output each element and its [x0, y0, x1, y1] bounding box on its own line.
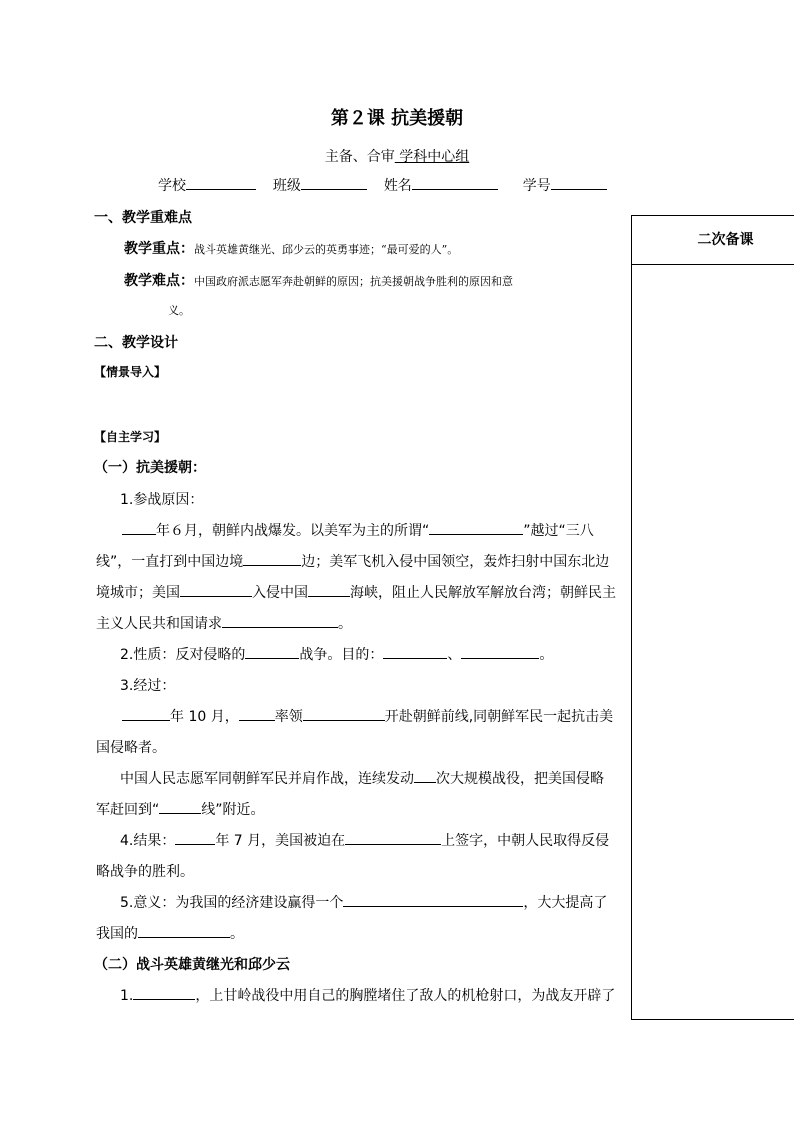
process-line-4 [96, 799, 265, 819]
significance-line-1 [120, 892, 607, 912]
hero-text-b: ，上甘岭战役中用自己的胸膛堵住了敌人的机枪射口，为战友开辟了 [195, 988, 616, 1004]
process-text-1a: 年 10 月， [170, 709, 239, 725]
reason-text-4a: 主义人民共和国请求 [96, 616, 222, 632]
nature-line [120, 644, 553, 664]
reason-text-1b: ”越过“三八 [523, 523, 594, 539]
second-prep-box [631, 215, 794, 1020]
self-study: 【自主学习】 [94, 430, 167, 444]
hero-text-a: 1. [120, 988, 134, 1004]
significance-text-2b: 。 [230, 926, 244, 942]
subtitle-prefix: 主备、合审 [324, 149, 395, 165]
result-line-2: 略战争的胜利。 [96, 864, 194, 880]
blank-hero[interactable] [133, 985, 195, 1000]
blank-fleet[interactable] [180, 582, 252, 597]
section2-heading: 二、教学设计 [94, 335, 178, 351]
difficulty-text-cont: 义。 [168, 304, 190, 317]
key-point-line [124, 238, 458, 258]
reason-text-3c: 海峡，阻止人民解放军解放台湾；朝鲜民主 [350, 585, 616, 601]
blank-line[interactable] [159, 799, 201, 814]
subtitle [0, 146, 794, 166]
reason-line-3 [96, 582, 616, 602]
blank-volunteer-army[interactable] [303, 706, 385, 721]
blank-goal-1[interactable] [383, 644, 447, 659]
hero-line-1 [120, 985, 615, 1005]
nature-text-b: 战争。目的： [299, 647, 384, 663]
reason-text-3a: 境城市；美国 [96, 585, 180, 601]
significance-text-b: ，大大提高了 [523, 895, 608, 911]
school-blank[interactable] [186, 175, 256, 190]
reason-line-2 [96, 551, 609, 571]
significance-line-2 [96, 923, 244, 943]
page-title: 第２课 抗美援朝 [330, 108, 464, 129]
process-text-4b: 线”附近。 [201, 802, 265, 818]
blank-request[interactable] [222, 613, 338, 628]
blank-goal-2[interactable] [461, 644, 539, 659]
name-blank[interactable] [412, 175, 498, 190]
blank-nature[interactable] [245, 644, 299, 659]
reason-line-1 [122, 520, 594, 540]
blank-strait[interactable] [308, 582, 350, 597]
key-point-label: 教学重点： [124, 241, 194, 257]
blank-year-2[interactable] [122, 706, 170, 721]
reason-text-2a: 线”，一直打到中国边境 [96, 554, 244, 570]
reason-text-3b: 入侵中国 [252, 585, 308, 601]
blank-river[interactable] [243, 551, 301, 566]
blank-un-army[interactable] [429, 520, 523, 535]
info-line [158, 175, 607, 195]
label-school: 学校 [158, 178, 186, 194]
label-number: 学号 [522, 178, 551, 194]
blank-battles[interactable] [414, 768, 436, 783]
process-text-1b: 率领 [274, 709, 303, 725]
blank-environment[interactable] [343, 892, 523, 907]
result-text-c: 上签字，中朝人民取得反侵 [441, 833, 610, 849]
reason-title: 1.参战原因： [120, 492, 204, 508]
blank-agreement[interactable] [345, 830, 441, 845]
label-class: 班级 [272, 178, 301, 194]
blank-year-3[interactable] [175, 830, 215, 845]
part2-heading: （二）战斗英雄黄继光和邱少云 [94, 957, 290, 973]
nature-text-c: 、 [447, 647, 462, 663]
scene-intro: 【情景导入】 [94, 365, 167, 379]
number-blank[interactable] [551, 175, 607, 190]
nature-text-d: 。 [539, 647, 554, 663]
process-text-3b: 次大规模战役，把美国侵略 [436, 771, 604, 787]
difficulty-text: 中国政府派志愿军奔赴朝鲜的原因；抗美援朝战争胜利的原因和意 [194, 275, 513, 288]
blank-year-1[interactable] [122, 520, 156, 535]
reason-text-1a: 年６月，朝鲜内战爆发。以美军为主的所谓“ [156, 523, 430, 539]
section1-heading: 一、教学重难点 [94, 210, 192, 226]
process-line-3 [120, 768, 604, 788]
reason-line-4 [96, 613, 352, 633]
key-point-text: 战斗英雄黄继光、邱少云的英勇事迹；“最可爱的人”。 [194, 243, 459, 256]
label-name: 姓名 [383, 178, 412, 194]
class-blank[interactable] [301, 175, 367, 190]
result-text-b: 年 7 月，美国被迫在 [215, 833, 346, 849]
part1-heading: （一）抗美援朝： [94, 460, 206, 476]
blank-commander[interactable] [239, 706, 275, 721]
process-title: 3.经过： [120, 678, 176, 694]
difficulty-label: 教学难点： [124, 273, 194, 289]
second-prep-header: 二次备课 [632, 216, 794, 265]
subtitle-group: 学科中心组 [394, 149, 470, 165]
result-text-a: 4.结果： [120, 833, 176, 849]
significance-text-2a: 我国的 [96, 926, 138, 942]
significance-text-a: 5.意义：为我国的经济建设赢得一个 [120, 895, 344, 911]
difficulty-line [124, 270, 513, 290]
blank-status[interactable] [138, 923, 230, 938]
result-line-1 [120, 830, 609, 850]
nature-text-a: 2.性质：反对侵略的 [120, 647, 246, 663]
process-text-3a: 中国人民志愿军同朝鲜军民并肩作战，连续发动 [120, 771, 414, 787]
reason-text-4b: 。 [338, 616, 352, 632]
process-line-2: 国侵略者。 [96, 740, 166, 756]
process-line-1 [122, 706, 613, 726]
process-text-1c: 开赴朝鲜前线,同朝鲜军民一起抗击美 [384, 709, 614, 725]
process-text-4a: 军赶回到“ [96, 802, 160, 818]
reason-text-2b: 边；美军飞机入侵中国领空，轰炸扫射中国东北边 [301, 554, 610, 570]
